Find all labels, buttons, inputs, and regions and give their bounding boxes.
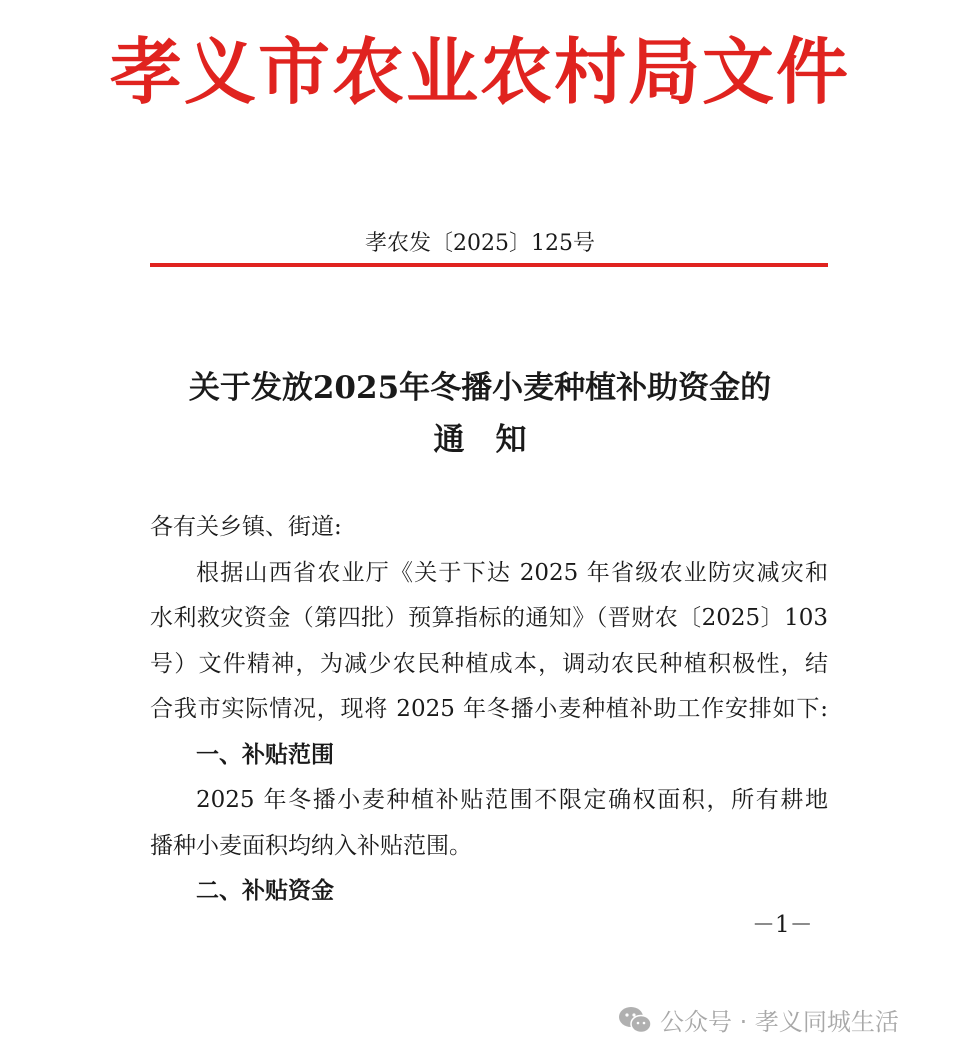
page-number: －1－ <box>752 912 813 938</box>
paragraph-line: 水利救灾资金（第四批）预算指标的通知》（晋财农〔2025〕103 <box>150 605 828 631</box>
paragraph-line: 合我市实际情况，现将 2025 年冬播小麦种植补助工作安排如下: <box>150 696 828 722</box>
watermark-text: 公众号 · 孝义同城生活 <box>660 1008 899 1036</box>
salutation: 各有关乡镇、街道: <box>150 514 342 540</box>
paragraph-line: 根据山西省农业厅《关于下达 2025 年省级农业防灾减灾和 <box>196 559 828 586</box>
section-title: 二、补贴资金 <box>196 878 334 904</box>
paragraph-line: 2025 年冬播小麦种植补贴范围不限定确权面积，所有耕地 <box>196 787 828 813</box>
notice-heading <box>0 362 960 466</box>
watermark <box>618 1002 899 1037</box>
document-body <box>150 505 828 915</box>
red-divider <box>150 263 828 267</box>
org-title: 孝义市农业农村局文件 <box>109 29 850 114</box>
wechat-icon <box>618 1006 652 1034</box>
paragraph-line: 播种小麦面积均纳入补贴范围。 <box>150 832 472 859</box>
document-number: 孝农发〔2025〕125号 <box>365 231 595 256</box>
heading-line-2: 通 知 <box>433 422 527 458</box>
paragraph-line: 号）文件精神，为减少农民种植成本，调动农民种植积极性，结 <box>150 650 828 677</box>
heading-line-1: 关于发放2025年冬播小麦种植补助资金的 <box>188 370 772 406</box>
section-title: 一、补贴范围 <box>196 741 334 768</box>
